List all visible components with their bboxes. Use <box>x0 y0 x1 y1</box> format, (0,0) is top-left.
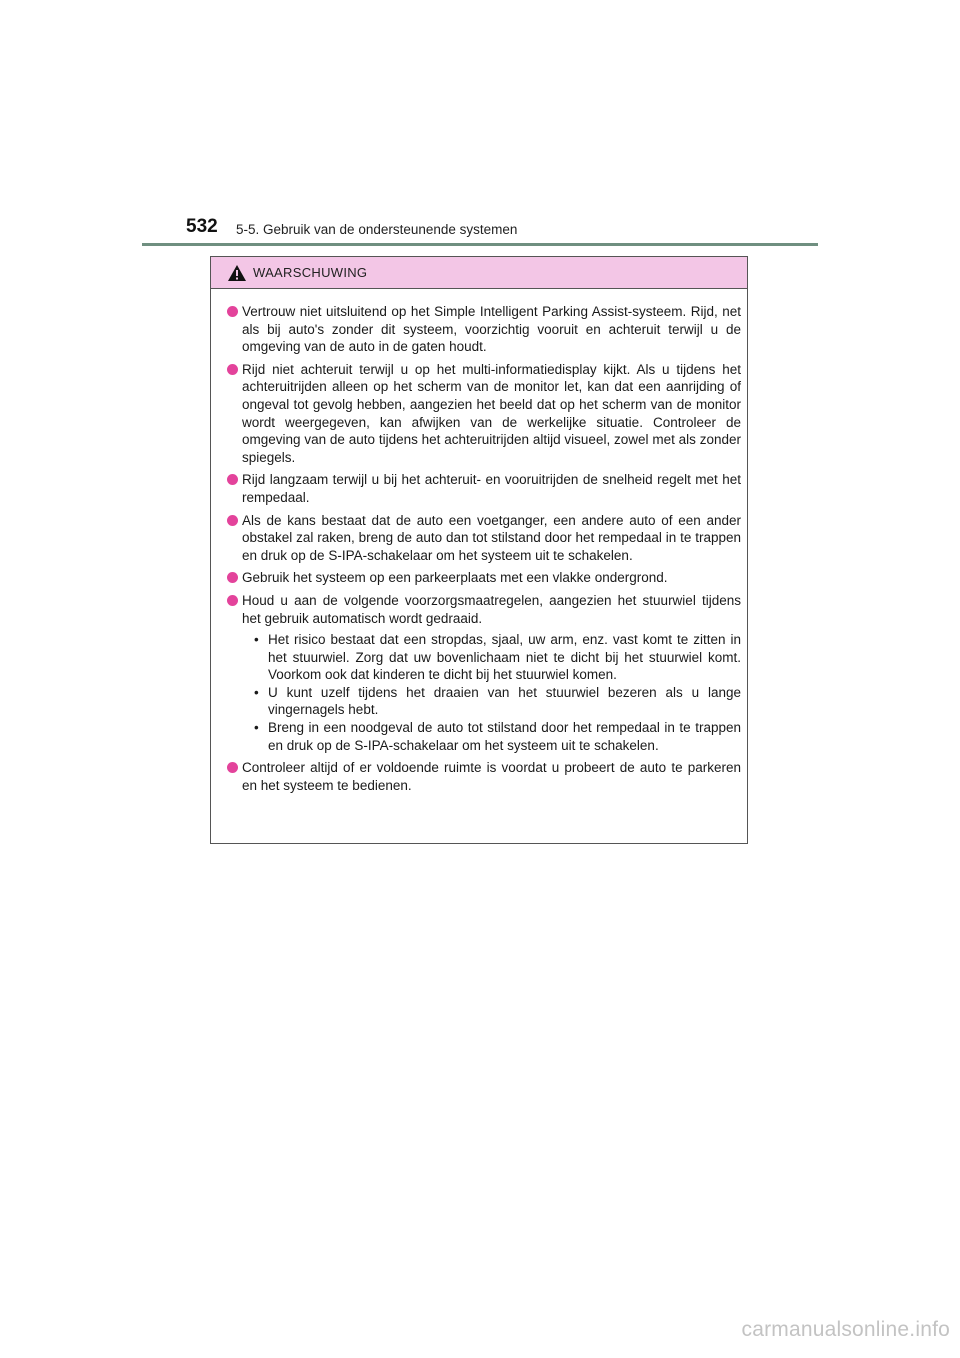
warning-item <box>227 759 741 794</box>
warning-item-text: Houd u aan de volgende voorzorgsmaatregelen, aangezien het stuurwiel tijdens het gebruik automatisch wordt gedraaid. <box>242 592 741 626</box>
warning-item-text: Rijd langzaam terwijl u bij het achteruit- en vooruitrijden de snelheid regelt met het rempedaal. <box>242 472 741 505</box>
warning-item <box>227 512 741 565</box>
section-title: 5-5. Gebruik van de ondersteunende systemen <box>236 222 518 237</box>
warning-item-text: Als de kans bestaat dat de auto een voetganger, een andere auto of een ander obstakel zal raken, breng de auto dan tot stilstand door het rempedaal in te trappen en druk op de S-IPA-schakelaar om het systeem uit te schakelen. <box>242 512 741 563</box>
warning-item <box>227 361 741 467</box>
warning-item-text: Rijd niet achteruit terwijl u op het multi-informatiedisplay kijkt. Als u tijdens het achteruitrijden alleen op het scherm van de monitor let, kan dat een aanrijding of ongeval tot gevolg hebben, aangezien het beeld dat op het scherm van de monitor wordt weergegeven, kan afwijken van de werkelijke situatie. Controleer de omgeving van de auto tijdens het achteruitrijden altijd visueel, zowel met als zonder spiegels. <box>242 361 741 465</box>
sub-list-item <box>254 631 741 684</box>
bullet-dot-icon <box>227 515 238 526</box>
sub-list-item <box>254 719 741 754</box>
bullet-dot-icon <box>227 474 238 485</box>
sub-bullet: • <box>254 684 259 700</box>
warning-item-text: Controleer altijd of er voldoende ruimte is voordat u probeert de auto te parkeren en het systeem te bedienen. <box>242 760 741 793</box>
sub-list-item-text: U kunt uzelf tijdens het draaien van het stuurwiel bezeren als u lange vingernagels hebt. <box>268 684 741 718</box>
sub-list-item-text: Breng in een noodgeval de auto tot stilstand door het rempedaal in te trappen en druk op de S-IPA-schakelaar om het systeem uit te schakelen. <box>268 720 741 753</box>
warning-item-text: Gebruik het systeem op een parkeerplaats met een vlakke ondergrond. <box>242 570 668 586</box>
warning-box <box>210 256 748 844</box>
warning-header <box>211 257 747 289</box>
warning-item-text: Vertrouw niet uitsluitend op het Simple Intelligent Parking Assist-systeem. Rijd, net als bij auto's zonder dit systeem, voorzichtig vooruit en achteruit terwijl u de omgeving van de auto in de gaten houdt. <box>242 304 741 355</box>
bullet-dot-icon <box>227 595 238 606</box>
header-rule <box>142 243 818 246</box>
bullet-dot-icon <box>227 762 238 773</box>
warning-triangle-icon <box>227 264 247 282</box>
warning-item <box>227 303 741 356</box>
warning-body <box>211 289 747 794</box>
bullet-dot-icon <box>227 306 238 317</box>
bullet-dot-icon <box>227 572 238 583</box>
sub-bullet: • <box>254 720 259 736</box>
bullet-dot-icon <box>227 364 238 375</box>
sub-list-item-text: Het risico bestaat dat een stropdas, sjaal, uw arm, enz. vast komt te zitten in het stuurwiel. Zorg dat uw bovenlichaam niet te dicht bij het stuurwiel komt. Voorkom ook dat kinderen te dicht bij het stuurwiel komen. <box>268 632 741 683</box>
page-number: 532 <box>186 216 218 237</box>
warning-item <box>227 569 741 587</box>
sub-list <box>242 631 741 754</box>
warning-label: WAARSCHUWING <box>253 265 368 280</box>
sub-bullet: • <box>254 632 259 648</box>
warning-item <box>227 471 741 506</box>
warning-item <box>227 592 741 754</box>
footer-watermark: carmanualsonline.info <box>741 1318 950 1341</box>
sub-list-item <box>254 684 741 719</box>
